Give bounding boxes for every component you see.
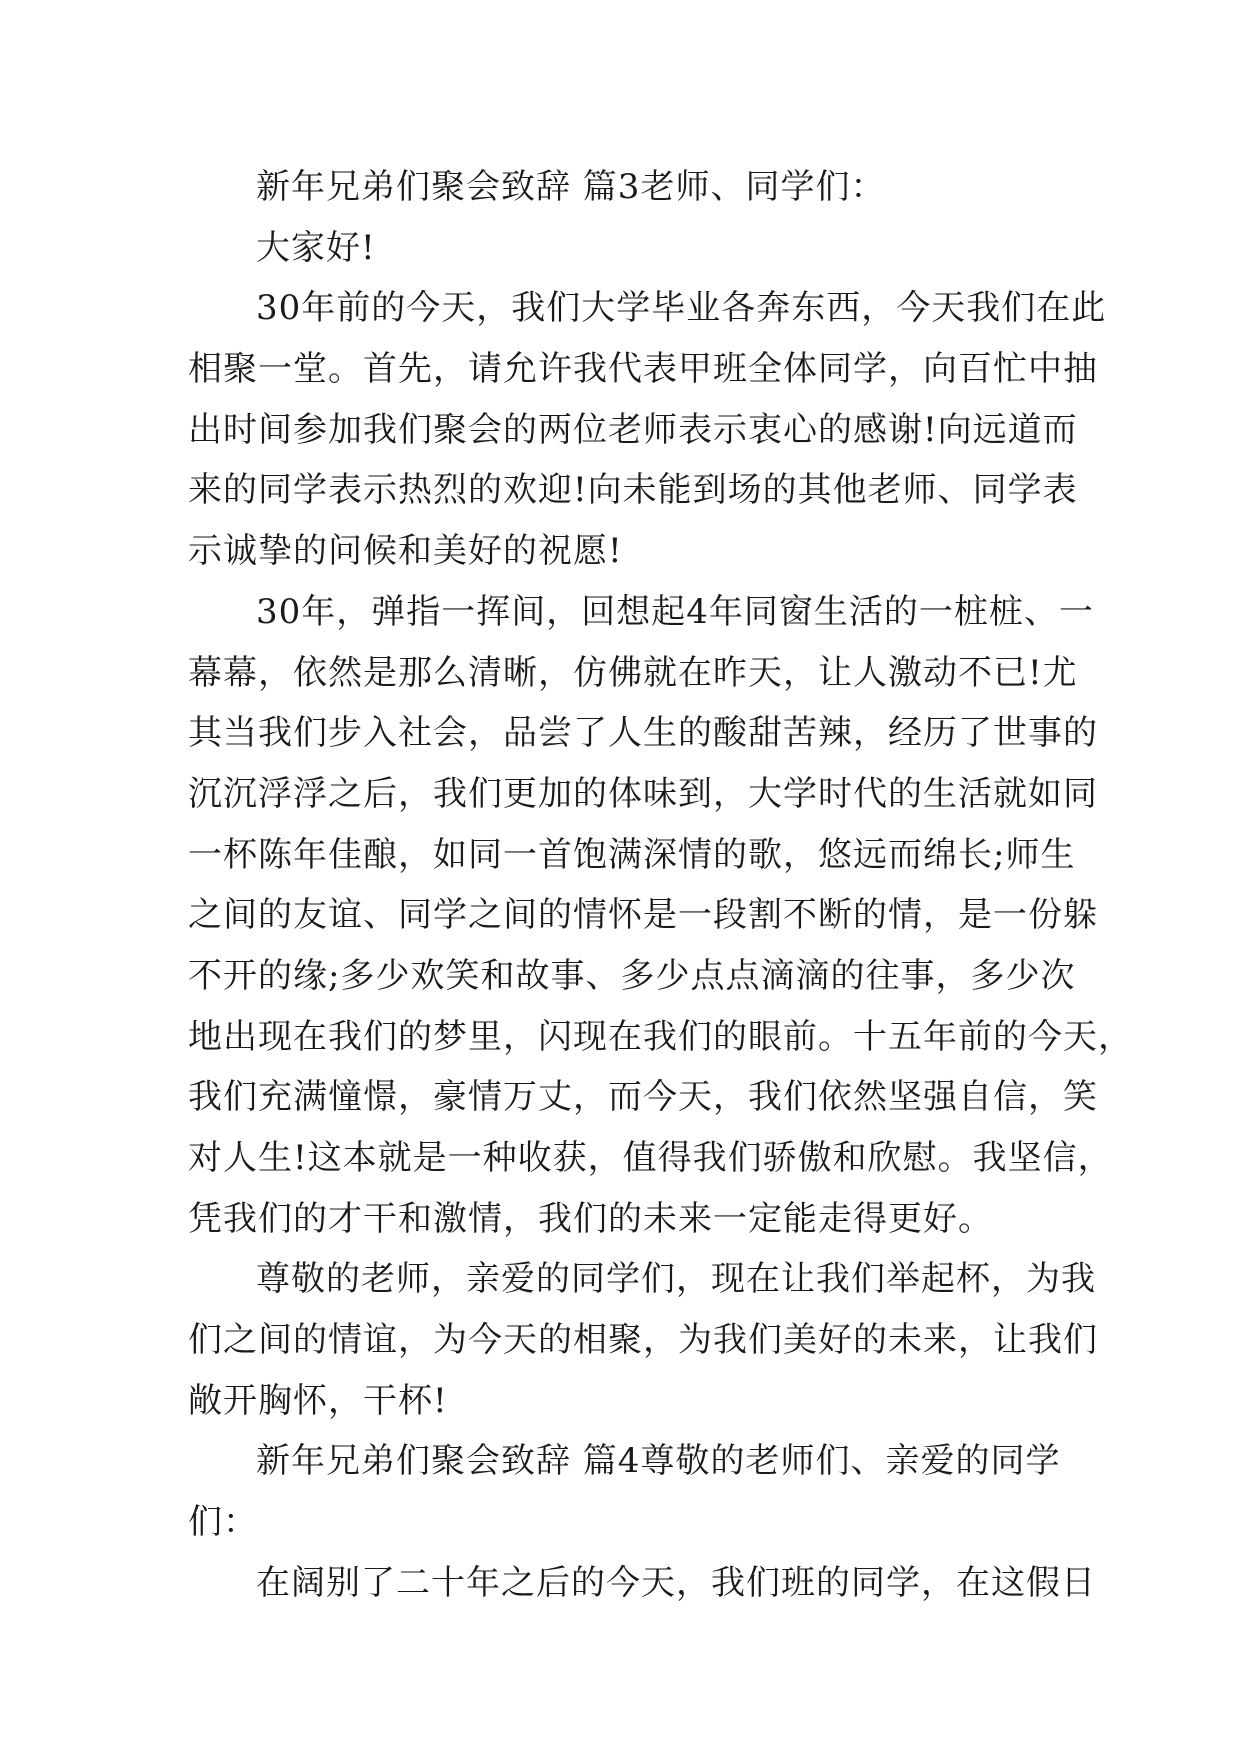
- paragraph-line: 们之间的情谊，为今天的相聚，为我们美好的未来，让我们: [188, 1320, 1098, 1361]
- paragraph-line: 不开的缘;多少欢笑和故事、多少点点滴滴的往事，多少次: [188, 955, 1076, 996]
- paragraph-line: 示诚挚的问候和美好的祝愿!: [188, 531, 623, 572]
- paragraph-line: 凭我们的才干和激情，我们的未来一定能走得更好。: [188, 1198, 993, 1239]
- paragraph-line: 我们充满憧憬，豪情万丈，而今天，我们依然坚强自信，笑: [188, 1077, 1098, 1118]
- paragraph-line: 30年，弹指一挥间，回想起4年同窗生活的一桩桩、一: [256, 591, 1094, 632]
- paragraph-line: 沉沉浮浮之后，我们更加的体味到，大学时代的生活就如同: [188, 773, 1098, 814]
- paragraph-line: 尊敬的老师，亲爱的同学们，现在让我们举起杯，为我: [256, 1259, 1096, 1300]
- paragraph-line: 幕幕，依然是那么清晰，仿佛就在昨天，让人激动不已!尤: [188, 652, 1078, 693]
- document-body: [188, 157, 1133, 1614]
- paragraph-line: 相聚一堂。首先，请允许我代表甲班全体同学，向百忙中抽: [188, 349, 1098, 390]
- paragraph-line: 新年兄弟们聚会致辞 篇3老师、同学们：: [256, 167, 886, 207]
- paragraph-line: 地出现在我们的梦里，闪现在我们的眼前。十五年前的今天，: [188, 1016, 1133, 1057]
- paragraph-line: 在阔别了二十年之后的今天，我们班的同学，在这假日: [256, 1562, 1096, 1603]
- paragraph-line: 出时间参加我们聚会的两位老师表示衷心的感谢!向远道而: [188, 409, 1078, 450]
- paragraph-line: 来的同学表示热烈的欢迎!向未能到场的其他老师、同学表: [188, 470, 1078, 511]
- paragraph-line: 新年兄弟们聚会致辞 篇4尊敬的老师们、亲爱的同学: [256, 1441, 1061, 1482]
- paragraph-line: 之间的友谊、同学之间的情怀是一段割不断的情，是一份躲: [188, 895, 1098, 936]
- paragraph-line: 敞开胸怀，干杯!: [188, 1380, 448, 1421]
- paragraph-line: 一杯陈年佳酿，如同一首饱满深情的歌，悠远而绵长;师生: [188, 834, 1076, 875]
- paragraph-line: 大家好!: [256, 227, 376, 268]
- paragraph-line: 其当我们步入社会，品尝了人生的酸甜苦辣，经历了世事的: [188, 713, 1098, 754]
- paragraph-line: 们：: [188, 1502, 258, 1543]
- paragraph-line: 30年前的今天，我们大学毕业各奔东西，今天我们在此: [256, 288, 1107, 329]
- paragraph-line: 对人生!这本就是一种收获，值得我们骄傲和欣慰。我坚信，: [188, 1138, 1113, 1178]
